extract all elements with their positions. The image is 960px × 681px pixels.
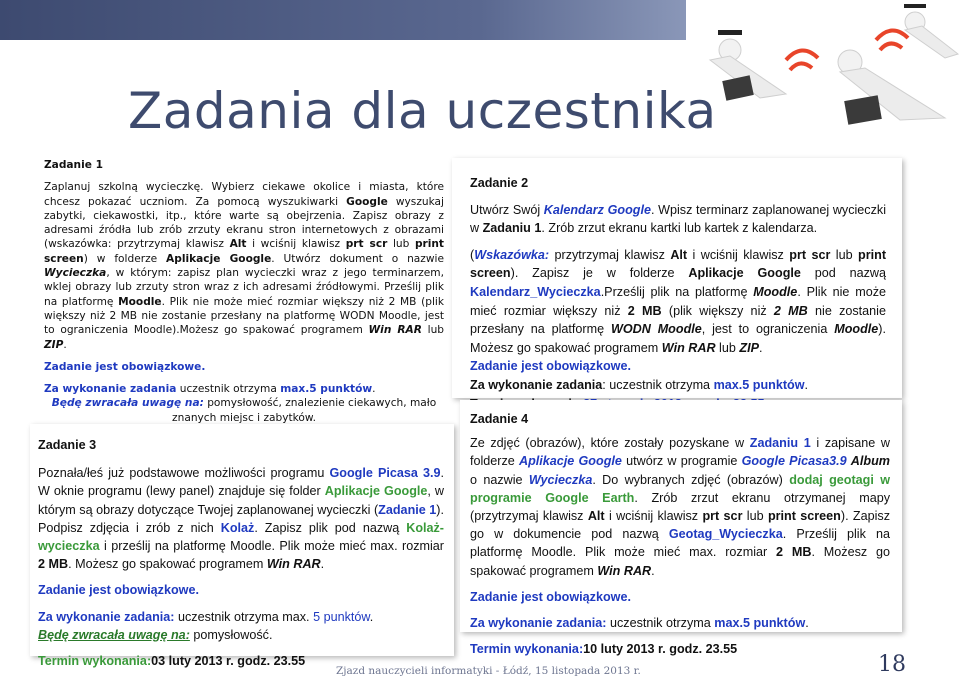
- text: Album: [850, 454, 890, 469]
- text: Zadaniu 1: [482, 221, 542, 236]
- text: Alt: [587, 509, 605, 524]
- task1-reward: [44, 382, 444, 396]
- text: Alt: [670, 247, 688, 262]
- text: Kalendarz_Wycieczka: [470, 284, 601, 299]
- page-number: 18: [878, 652, 906, 677]
- text: lub: [715, 340, 740, 355]
- text: Win RAR: [266, 557, 321, 572]
- text: Możesz go spakować programem: [179, 324, 369, 337]
- text: print screen: [767, 509, 841, 524]
- text: 10 luty 2013 r. godz. 23.55: [583, 642, 738, 657]
- text: przytrzymaj klawisz: [549, 247, 671, 262]
- text: Zaplanuj szkolną wycieczkę. Wybierz ciekawe okolice i miasta, które chcesz pokazać uczniom. Za pomocą wyszukiwarki: [44, 181, 444, 208]
- text: utwórz w programie: [621, 454, 742, 469]
- text: .: [651, 563, 655, 578]
- text: . Zrób zrzut ekranu otrzymanej mapy (przytrzymaj klawisz: [470, 490, 890, 524]
- text: Alt: [229, 238, 247, 251]
- text: prt scr: [345, 238, 388, 251]
- text: Geotag_Wycieczka: [668, 527, 783, 542]
- text: pomysłowość.: [189, 627, 273, 642]
- text: .: [804, 377, 809, 392]
- text: Będę zwracała uwagę na:: [38, 627, 190, 642]
- text: ). Zapisz go w dokumencie pod nazwą: [470, 509, 891, 542]
- text: print screen: [470, 247, 887, 281]
- text: .: [320, 557, 325, 572]
- text: .: [758, 340, 763, 355]
- student-figure-top: [904, 4, 958, 58]
- task4-mandatory: Zadanie jest obowiązkowe.: [470, 589, 631, 604]
- text: . Plik nie może mieć rozmiar większy niż 2 MB (plik większy niż 2 MB nie zostanie przesłany na platformę WODN Moodle, jest to ograniczenia Moodle).: [44, 295, 444, 337]
- text: Będę zwracała uwagę na:: [51, 397, 204, 410]
- task1-attention: [44, 396, 444, 425]
- text: Wycieczka: [528, 472, 593, 487]
- text: .: [805, 616, 809, 631]
- text: Poznała/łeś już podstawowe możliwości programu: [38, 466, 330, 481]
- text: Win RAR: [368, 324, 422, 337]
- text: Wycieczka: [44, 267, 107, 280]
- text: .Prześlij plik na platformę: [600, 284, 754, 299]
- task2-reward: [470, 376, 886, 395]
- text: Ze zdjęć (obrazów), które zostały pozyskane w: [470, 436, 750, 451]
- text: ). Możesz go spakować programem: [470, 322, 886, 355]
- text: max.5 punktów: [713, 377, 805, 392]
- text: prt scr: [789, 247, 831, 262]
- slide-title: Zadania dla uczestnika: [128, 82, 717, 140]
- text: Aplikacje Google: [688, 266, 801, 281]
- text: Win RAR: [661, 340, 716, 355]
- text: lub: [830, 247, 859, 262]
- text: . Prześlij plik na platformę Moodle. Plik może mieć max. rozmiar: [470, 527, 890, 560]
- task3-reward: [38, 608, 444, 626]
- text: 2 MB: [38, 557, 69, 572]
- text: Kolaż: [220, 520, 255, 535]
- text: Za wykonanie zadania:: [38, 609, 175, 624]
- text: Zadaniu 1: [749, 436, 811, 451]
- text: i wciśnij klawisz: [604, 509, 703, 524]
- text: i zapisane w folderze: [470, 436, 891, 469]
- text: Zadanie 1: [378, 502, 437, 517]
- task3-card: [30, 424, 454, 669]
- task1-card: [30, 150, 454, 422]
- text: ZIP: [739, 340, 759, 355]
- text: .: [372, 383, 376, 396]
- text: . W oknie programu (lewy panel) znajduje się folder: [38, 466, 444, 499]
- text: i wciśnij klawisz: [687, 247, 790, 262]
- text: 03 luty 2013 r. godz. 23.55: [151, 654, 306, 669]
- task4-card: [460, 400, 902, 657]
- text: 2 MB: [773, 303, 808, 318]
- text: Kalendarz Google: [543, 202, 651, 217]
- text: o nazwie: [470, 472, 529, 487]
- task1-mandatory: Zadanie jest obowiązkowe.: [44, 360, 206, 373]
- text: ). Podpisz zdjęcia i zrób z nich: [38, 502, 444, 535]
- text: lub: [387, 238, 415, 251]
- text: Wskazówka:: [474, 247, 550, 262]
- text: uczestnik otrzyma max.: [174, 609, 314, 624]
- text: Moodle: [753, 284, 798, 299]
- task2-hint: [470, 246, 886, 358]
- task1-heading: Zadanie 1: [44, 159, 103, 171]
- text: lub: [421, 324, 445, 337]
- text: Za wykonanie zadania: [44, 383, 177, 396]
- text: : uczestnik otrzyma: [602, 377, 714, 392]
- text: uczestnik otrzyma: [606, 616, 715, 631]
- text: ZIP: [44, 338, 64, 351]
- text: . Zapisz plik pod nazwą: [254, 520, 407, 535]
- task2-description: [470, 201, 886, 238]
- text: Termin wykonania:: [38, 654, 152, 669]
- text: . Utwórz dokument o nazwie: [271, 252, 444, 265]
- text: Google Picasa3.9: [741, 454, 847, 469]
- text: . Możesz go spakować programem: [68, 557, 267, 572]
- text: wyszukaj zabytki, ciekawostki, itp., które warte są obejrzenia. Zapisz obrazy z adresami źródła lub zrób zrzuty ekranu stron internetowych z obrazami (wskazówka: przytrzymaj klawisz: [44, 195, 444, 251]
- text: .: [63, 338, 67, 351]
- text: Kolaż-wycieczka: [38, 520, 444, 554]
- text: Aplikacje Google: [166, 252, 272, 265]
- text: Termin wykonania:: [470, 642, 584, 657]
- text: . Możesz go spakować programem: [470, 545, 890, 578]
- task4-deadline: [470, 640, 890, 658]
- text: .: [369, 609, 374, 624]
- text: i prześlij na platformę Moodle. Plik może mieć max. rozmiar: [99, 539, 444, 554]
- text: . Wpisz terminarz zaplanowanej wycieczki w: [470, 202, 886, 236]
- students-laptops-illustration: [690, 0, 960, 155]
- text: nie zostanie przesłany na platformę: [470, 303, 886, 337]
- text: . Plik nie może mieć rozmiar większy niż: [470, 284, 886, 318]
- task4-description: [470, 434, 890, 580]
- text: (: [470, 247, 475, 262]
- task3-description: [38, 464, 444, 573]
- task3-attention: [38, 626, 444, 644]
- text: pod nazwą: [800, 266, 886, 281]
- task2-heading: Zadanie 2: [470, 176, 529, 190]
- task1-description: [44, 180, 444, 352]
- text: uczestnik otrzyma: [176, 383, 281, 396]
- text: Moodle: [118, 295, 162, 308]
- text: 2 MB: [627, 303, 662, 318]
- task4-reward: [470, 614, 890, 632]
- text: dodaj geotagi w programie Google Earth: [470, 472, 890, 505]
- task2-mandatory: Zadanie jest obowiązkowe.: [470, 359, 631, 374]
- task4-heading: Zadanie 4: [470, 412, 529, 426]
- text: 2 MB: [776, 545, 812, 560]
- title-bar-decoration: [0, 0, 686, 40]
- text: Za wykonanie zadania:: [470, 616, 607, 631]
- text: Win RAR: [597, 563, 652, 578]
- task3-heading: Zadanie 3: [38, 438, 97, 452]
- text: , jest to ograniczenia: [701, 322, 835, 337]
- text: pomysłowość, znalezienie ciekawych, mało znanych miejsc i zabytków.: [172, 397, 437, 424]
- text: 5 punktów: [313, 609, 370, 624]
- text: , w którym: zapisz plan wycieczki wraz z jego terminarzem, wklej obrazy lub zrzuty stron wraz z ich adresami źródłowymi. Prześlij plik na platformę: [44, 267, 444, 308]
- text: Moodle: [834, 322, 879, 337]
- text: ). Zapisz je w folderze: [510, 266, 689, 281]
- text: . Do wybranych zdjęć (obrazów): [592, 472, 790, 487]
- text: ) w folderze: [83, 252, 167, 265]
- text: , w którym są obrazy dotyczące Twojej zaplanowanej wycieczki (: [38, 484, 444, 517]
- text: max.5 punktów: [714, 616, 806, 631]
- text: (plik większy niż: [661, 303, 774, 318]
- text: WODN Moodle: [610, 322, 702, 337]
- text: max.5 punktów: [280, 383, 373, 396]
- text: Aplikacje Google: [519, 454, 622, 469]
- task2-card: [452, 158, 902, 398]
- text: . Zrób zrzut ekranu kartki lub kartek z kalendarza.: [541, 221, 818, 236]
- text: i wciśnij klawisz: [246, 238, 346, 251]
- task3-mandatory: Zadanie jest obowiązkowe.: [38, 583, 199, 598]
- slide-footer: Zjazd nauczycieli informatyki - Łódź, 15 listopada 2013 r.: [336, 665, 641, 677]
- student-figure-left: [710, 30, 786, 101]
- text: lub: [742, 509, 768, 524]
- student-figure-right: [838, 50, 945, 125]
- text: Google: [346, 195, 388, 208]
- text: Za wykonanie zadania: [470, 377, 603, 392]
- text: prt scr: [702, 509, 743, 524]
- text: Google Picasa 3.9: [329, 466, 441, 481]
- text: Aplikacje Google: [324, 484, 428, 499]
- text: print screen: [44, 238, 444, 265]
- text: Utwórz Swój: [470, 202, 544, 217]
